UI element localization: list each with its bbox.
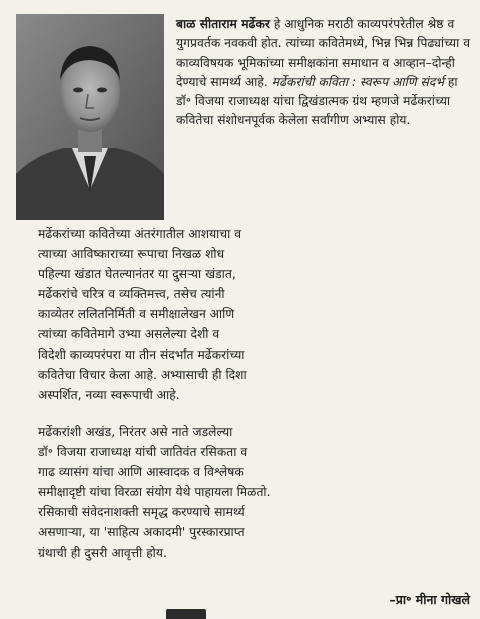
text-line: मर्ढेकरांच्या कवितेच्या अंतरंगातील आशयाचा व <box>38 227 242 241</box>
text-line: पहिल्या खंडात घेतल्यानंतर या दुसऱ्या खंडात, <box>38 267 236 282</box>
publisher-logo-fragment <box>166 609 206 619</box>
text-line: गाढ व्यासंग यांचा आणि आस्वादक व विश्लेषक <box>38 465 244 480</box>
author-name: बाळ सीताराम मर्ढेकर <box>176 17 270 31</box>
text-line: मर्ढेकरांचे चरित्र व व्यक्तिमत्त्व, तसेच त्यांनी <box>38 287 225 302</box>
reviewer-signature: –प्रा॰ मीना गोखले <box>389 592 470 607</box>
text-line: मर्ढेकरांशी अखंड, निरंतर असे नाते जडलेल्या <box>38 425 233 439</box>
author-portrait <box>16 14 164 220</box>
text-line: त्यांच्या कवितेमागे उभ्या असलेल्या देशी व <box>38 327 220 342</box>
bio-text-continued: हा डॉ॰ विजया राजाध्यक्ष यांचा द्विखंडात्मक ग्रंथ म्हणजे मर्ढेकरांच्या कवितेचा संशोधनपूर्वक केलेला सर्वांगीण अभ्यास होय. <box>176 74 458 128</box>
text-line: काव्येतर ललितनिर्मिती व समीक्षालेखन आणि <box>38 307 235 322</box>
text-line: समीक्षादृष्टी यांचा विरळा संयोग येथे पाहायला मिळतो. <box>38 485 271 500</box>
text-line: डॉ॰ विजया राजाध्यक्ष यांची जातिवंत रसिकता व <box>38 445 248 460</box>
text-line: कवितेचा विचार केला आहे. अभ्यासाची ही दिशा <box>38 367 247 382</box>
text-line: अस्पर्शित, नव्या स्वरूपाची आहे. <box>38 387 180 402</box>
text-line: असणाऱ्या, या 'साहित्य अकादमी' पुरस्कारप्राप्त <box>38 525 245 540</box>
text-line: त्याच्या आविष्काराच्या रूपाचा निखळ शोध <box>38 247 225 262</box>
description-paragraph-1 <box>38 224 468 405</box>
text-line: ग्रंथाची ही दुसरी आवृत्ती होय. <box>38 545 167 560</box>
text-line: विदेशी काव्यपरंपरा या तीन संदर्भांत मर्ढेकरांच्या <box>38 347 245 362</box>
description-paragraph-2 <box>38 422 468 563</box>
author-bio <box>176 15 472 131</box>
bio-text: हे आधुनिक मराठी काव्यपरंपरेतील श्रेष्ठ व युगप्रवर्तक नवकवी होत. त्यांच्या कवितेमध्ये, भिन्न भिन्न पिढ्यांच्या व काव्यविषयक भूमिकांच्या समीक्षकांना समाधान व आव्हान–दोन्ही देण्याचे सामर्थ्य आहे. <box>176 17 471 89</box>
book-title: मर्ढेकरांची कविता : स्वरूप आणि संदर्भ <box>271 74 444 89</box>
text-line: रसिकाची संवेदनाशक्ती समृद्ध करण्याचे सामर्थ्य <box>38 505 245 520</box>
